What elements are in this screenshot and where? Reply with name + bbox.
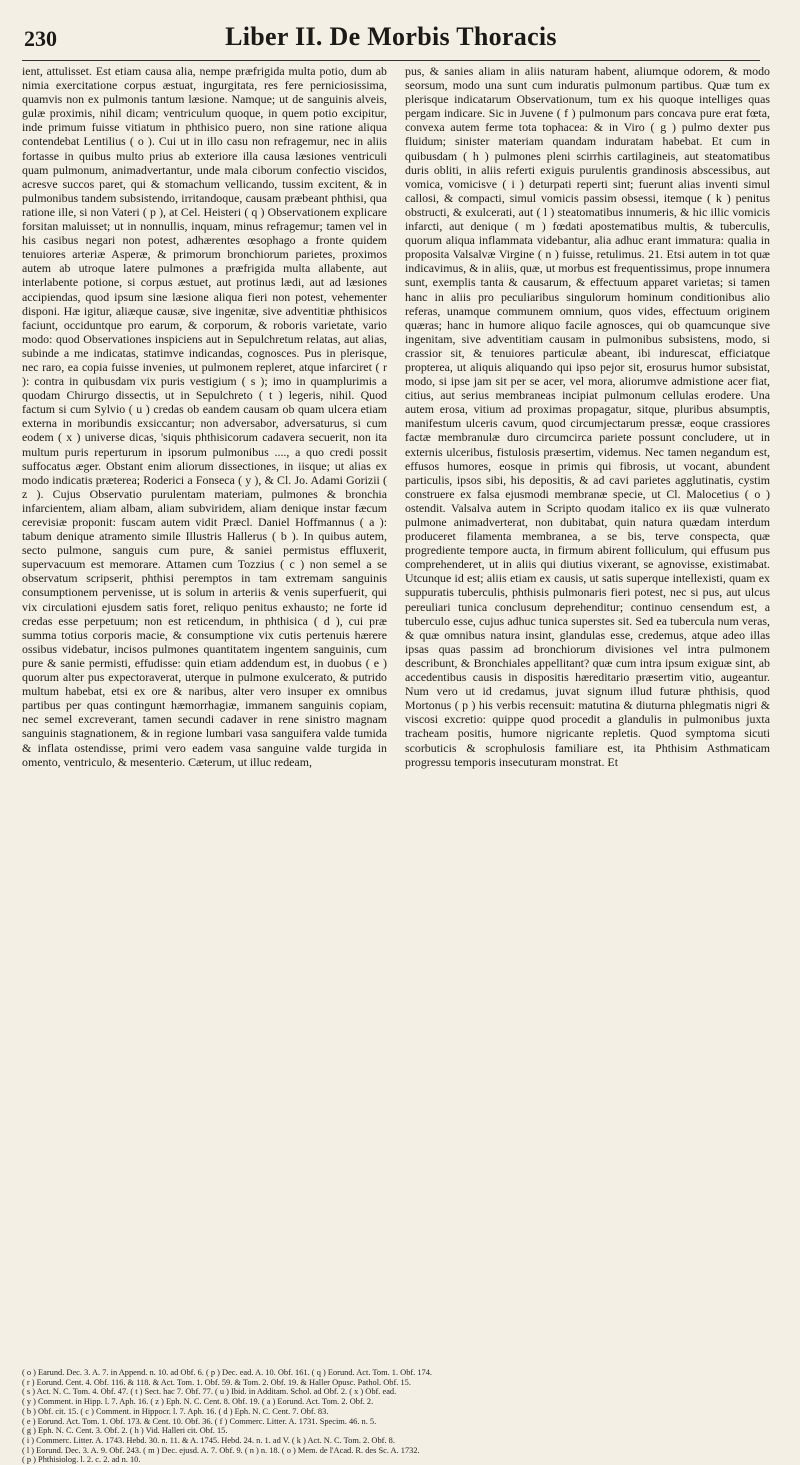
footnote-line: ( p ) Phthisiolog. l. 2. c. 2. ad n. 10. <box>22 1455 141 1465</box>
page-number: 230 <box>24 26 57 51</box>
right-column <box>405 64 770 1364</box>
footnotes <box>22 1368 774 1465</box>
footnote-line: ( e ) Eorund. Act. Tom. 1. Obf. 173. & Cent. 10. Obf. 36. ( f ) Commerc. Litter. A. 1731. Specim. 46. n. 5. <box>22 1416 377 1426</box>
page-header <box>22 20 760 61</box>
footnote-line: ( y ) Comment. in Hipp. l. 7. Aph. 16. ( z ) Eph. N. C. Cent. 8. Obf. 19. ( a ) Eorund. Act. Tom. 2. Obf. 2. <box>22 1397 374 1407</box>
footnote-line: ( s ) Act. N. C. Tom. 4. Obf. 47. ( t ) Sect. hac 7. Obf. 77. ( u ) Ibid. in Additam. Schol. ad Obf. 2. ( x ) Obf. ead. <box>22 1387 397 1397</box>
left-column <box>22 64 387 1364</box>
footnote-line: ( l ) Eorund. Dec. 3. A. 9. Obf. 243. ( m ) Dec. ejusd. A. 7. Obf. 9. ( n ) n. 18. ( o ) Mem. de l'Acad. R. des Sc. A. 1732. <box>22 1445 420 1455</box>
footnote-line: ( r ) Eorund. Cent. 4. Obf. 116. & 118. & Act. Tom. 1. Obf. 59. & Tom. 2. Obf. 19. & Haller Opusc. Pathol. Obf. 15. <box>22 1377 411 1387</box>
left-column-text: ient, attulisset. Est etiam causa alia, nempe præfrigida multa potio, dum ab nimia exercitatione corpus æstuat, ingurgitata, res fere perniciosissima, quamvis non ex pulmonis tantum læsione. Namque; ut de sanguinis alveis, gulæ proximis, nihil dicam; ventriculum quoque, in quem potio excipitur, inde primum fuisse vitiatum in phthisico puero, non sine ratione aliqua contendebat Lentilius ( o ). Cui ut in illo casu non refragemur, nec in aliis fortasse in quibus multo prius ab exteriore illa causa læsiones ventriculi quam pulmonum, animadvertantur, unde mala ciborum confectio viscidos, acresve succos paret, qui & stomachum vellicando, tussim excitent, & in pulmonibus tandem subsistendo, irritandoque, causam præbeant phthisi, qua ratione ille, si non Vateri ( p ), at Cel. Heisteri ( q ) Observationem explicare forsitan maluisset; ut in nonnullis, inquam, minus refragemur; tamen vel in his casibus negari non potest, adhærentes œsophago a fronte quidem tenuiores arteriæ Asperæ, & primorum bronchiorum parietes, proximos autem ab utroque latere pulmones a præfrigida multa allabente, aut interlabente potione, si corpus æstuet, aut protinus lædi, aut ad læsiones accipiendas, quod ipsum sine læsione aliqua fieri non potest, vehementer disponi. Hæ igitur, aliæque causæ, sive ingenitæ, sive adventitiæ phthisicos faciunt, occiduntque pro earum, & corporum, & roboris varietate, vario modo: quod Observationes inspiciens aut in Sepulchretum relatas, aut alias, subinde a me indicatas, statimve indicandas, cognosces. Pus in plerisque, nec raro, ea copia fuisse invenies, ut pulmonem repleret, atque infarciret ( r ): contra in quibusdam vix puris vestigium ( s ); imo in quamplurimis a quodam Chirurgo dissectis, ut in Sepulchreto ( t ) legeris, nihil. Quod factum si cum Sylvio ( u ) credas ob eandem causam ob quam ulcera etiam externa in moribundis exsiccantur; non adversabor, adversaturus, si cum eodem ( x ) universe dicas, 'siquis phthisicorum cadavera secuerit, non ita multum puris reperturum in ipsorum pulmonibus ...., a quo credi possit suffocatus æger. Obstant enim aliorum dissectiones, in iisque; ut alias ex modo indicatis præterea; Roderici a Fonseca ( y ), & Cl. Jo. Adami Gorizii ( z ). Cujus Observatio purulentam materiam, pulmones & bronchia infarcientem, aliam albam, aliam subviridem, aliam denique instar fæcum cerevisiæ proponit: fuscam autem vidit Præcl. Daniel Hoffmannus ( a ): tabum denique atramento simile Illustris Hallerus ( b ). In quibus autem, secto pulmone, sanguis cum pure, & saniei permistus effluxerit, supervacuum est memorare. Attamen cum Tozzius ( c ) non semel a se observatum scripserit, phthisi peremptos in tam extremam sanguinis consumptionem pervenisse, ut is solum in arteriis & venis superfuerit, qui vix circulationi ejusdem satis foret, reliquo penitus exhausto; ne forte id credas esse perpetuum; non est reticendum, in phthisica ( d ), cui præ summa totius corporis macie, & consumptione vix cutis pertenuis hærere ossibus videbatur, incisos pulmones quantitatem ingentem sanguinis, cum pure & sanie permisti, effudisse: quin etiam addendum est, in duobus ( e ) quorum alter pus expectoraverat, uterque in pulmone exulcerato, & putrido multum habebat, etsi ex ore & naribus, alter vero insuper ex omnibus partibus per quas contingunt hæmorrhagiæ, immanem sanguinis copiam, nec semel excreverant, tamen secundi cadaver in rene sinistro magnam sanguinis stagnationem, & in regione lumbari vasa sanguifera valde tumida & inflata ostendisse, primi vero eadem vasa sanguine valde turgida in omento, ventriculo, & mesenterio. Cæterum, ut illuc redeam, <box>22 64 387 769</box>
footnote-line: ( i ) Commerc. Litter. A. 1743. Hebd. 30. n. 11. & A. 1745. Hebd. 24. n. 1. ad V. ( k ) Act. N. C. Tom. 2. Obf. 8. <box>22 1435 395 1445</box>
footnote-line: ( o ) Earund. Dec. 3. A. 7. in Append. n. 10. ad Obf. 6. ( p ) Dec. ead. A. 10. Obf. 161. ( q ) Eorund. Act. Tom. 1. Obf. 174. <box>22 1368 433 1377</box>
right-column-text: pus, & sanies aliam in aliis naturam habent, aliumque odorem, & modo seorsum, modo una sunt cum induratis pulmonum partibus. Quæ tum ex plerisque indicatarum Observationum, tum ex his quoque intelliges quas pergam indicare. Sic in Juvene ( f ) pulmonum pars concava pure erat fœta, convexa autem ferme tota tophacea: & in Viro ( g ) pulmo dexter pus fluidum; sinister materiam quandam induratam habebat. Et cum in quibusdam ( h ) pulmones pleni scirrhis cartilagineis, aut steatomatibus duris obliti, in aliis referti exiguis purulentis grandinosis abscessibus, aut vomica, vomicisve ( i ) deturpati reperti sint; fuerunt alias inventi simul callosi, & compacti, simul vomicis passim obsessi, itemque ( k ) penitus obstructi, & exulcerati, aut ( l ) steatomatibus innumeris, & hic illic vomicis infarcti, aut denique ( m ) fœdati apostematibus multis, & tuberculis, quorum aliqua inflammata videbantur, alia adhuc erant immatura: qualia in proposita Valsalvæ Virgine ( n ) fuisse, retulimus. 21. Etsi autem in tot quæ indicavimus, & in aliis, quæ, ut morbus est frequentissimus, prope innumera sunt, exemplis tanta & causarum, & effectuum apparet varietas; si tamen hanc in aliis pro peculiaribus singulorum hominum conditionibus alio referas, unamque communem omnium, quos vides, effectuum originem quæras; hanc in humore aliquo facile agnosces, qui ob quamcunque sive ingenitam, sive adventitiam causam in pulmonibus subsistens, modo, si crassior sit, & tenuiores particulæ abeant, ibi indurescat, efficiatque propterea, ut aliquis aliquando qui ipso pejor sit, erosurus humor subsistat, modo, si ipse jam sit per se acer, vel mora, aliorumve admistione acer fiat, citius, aut serius membraneas incipiat pulmonum cellulas erodere. Una autem erosa, vitium ad proximas propagatur, sitque, pluribus absumptis, manifestum ulceris cavum, quod circumjectarum pressæ, eoque crassiores factæ membranulæ duro circumcirca pariete possunt concludere, ut in externis ulceribus, fistulosis præsertim, videmus. Nec tamen negandum est, effusos humores, eosque in primis qui fibrosis, ut vocant, abundent particulis, ipsos sibi, his depositis, & ad cavi parietes agglutinatis, cystim construere ex falsa ejusmodi membranæ specie, ut Cl. Malocetius ( o ) ostendit. Valsalva autem in Scripto quodam italico ex iis quæ vulnerato pulmone animadverterat, non dubitabat, quin natura quædam interdum produceret filamenta membranea, a se bis, terve conspecta, quæ progrediente tempore aucta, in firmum abirent folliculum, qui effusum pus comprehenderet, ut in aliis qui diutius vixerant, se agnovisse, existimabat. Utcunque id est; aliis etiam ex causis, ut satis superque intellexisti, quam ex suppuratis tuberculis, phthisis pulmonaris fieri potest, nec si pus, aut ulcus pereuliari tunica conclusum deprehenditur; continuo censendum est, a tuberculo esse, cujus adhuc tunica superstes sit. Sed ea tubercula num veras, & quæ omnibus natura insint, glandulas esse, credemus, atque adeo illas ipsas quas passim ad bronchiorum divisiones vel intra pulmonem describunt, & Bronchiales appellitant? quæ cum intra ipsum exiguæ sint, ab accedentibus causis in dispositis hæreditario præsertim vitio, augeantur. Num vero ut id credamus, juvat signum illud futuræ phthisis, quod Mortonus ( p ) his verbis recensuit: matutina & diuturna phlegmatis nigri & viscosi excretio: quippe quod procedit a glandulis in pulmonibus juxta tracheam positis, humore nigricante repletis. Quod symptoma sicuti scorbuticis & scrophulosis familiare est, ita Phthisim Asthmaticam progressu temporis insecuturam monstrat. Et <box>405 64 770 769</box>
footnote-line: ( g ) Eph. N. C. Cent. 3. Obf. 2. ( h ) Vid. Halleri cit. Obf. 15. <box>22 1426 228 1436</box>
running-head: Liber II. De Morbis Thoracis <box>225 22 557 51</box>
text-columns <box>22 64 774 1364</box>
footnote-line: ( b ) Obf. cit. 15. ( c ) Comment. in Hippocr. l. 7. Aph. 16. ( d ) Eph. N. C. Cent. 7. Obf. 83. <box>22 1406 329 1416</box>
